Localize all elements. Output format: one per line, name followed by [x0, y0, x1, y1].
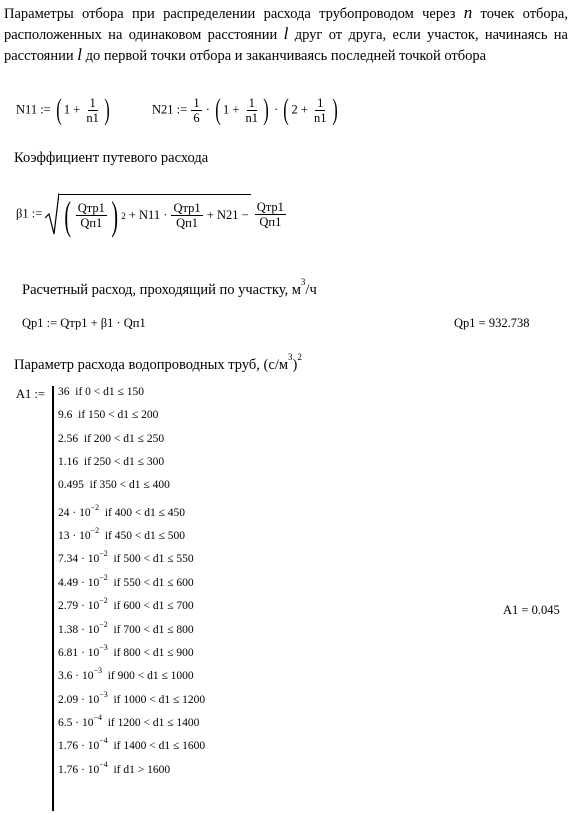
- n11-formula[interactable]: [16, 95, 112, 125]
- case-value: 2.09 · 10: [58, 693, 100, 706]
- case-condition: if 400 < d1 ≤ 450: [104, 506, 186, 519]
- case-exponent: −4: [99, 759, 108, 769]
- piecewise-bracket: [52, 386, 54, 811]
- piecewise-row: [58, 573, 194, 589]
- piecewise-row: [58, 433, 164, 445]
- case-exponent: −2: [99, 596, 108, 606]
- piecewise-row: [58, 386, 144, 398]
- case-value: 2.56: [58, 432, 79, 445]
- case-value: 3.6 · 10: [58, 670, 94, 683]
- piecewise-row: [58, 666, 194, 682]
- piecewise-row: [58, 690, 205, 706]
- case-condition: if d1 > 1600: [113, 763, 171, 776]
- coef-heading: Коэффициент путевого расхода: [14, 150, 209, 166]
- beta-frac-1: $\frac{\text{Qтр1}}{Qп1}$: [77, 201, 105, 230]
- n11-lhs: N11 :=: [16, 102, 51, 117]
- intro-paragraph: [4, 3, 568, 66]
- beta-frac-2: $\frac{\text{Qтр1}}{Qп1}$: [173, 201, 201, 230]
- n21-frac-a: $\frac{1}{n1}$: [245, 95, 259, 125]
- case-condition: if 350 < d1 ≤ 400: [89, 479, 170, 492]
- case-condition: if 1200 < d1 ≤ 1400: [107, 716, 200, 729]
- piecewise-row: [58, 643, 194, 659]
- case-exponent: −4: [99, 736, 108, 746]
- case-condition: if 150 < d1 ≤ 200: [78, 409, 159, 422]
- n21-sixth: $\frac{1}{6}$: [193, 95, 200, 125]
- n21-lhs: N21 :=: [152, 102, 188, 117]
- sqrt-sign: [45, 192, 59, 236]
- open-paren: (: [56, 93, 62, 126]
- case-condition: if 250 < d1 ≤ 300: [83, 456, 165, 469]
- a1-result[interactable]: A1 = 0.045: [503, 603, 560, 617]
- case-value: 6.5 · 10: [58, 716, 94, 729]
- case-value: 1.38 · 10: [58, 623, 100, 636]
- beta-formula[interactable]: [16, 192, 287, 236]
- case-exponent: −2: [90, 526, 100, 536]
- piecewise-row: [58, 713, 199, 729]
- case-condition: if 600 < d1 ≤ 700: [113, 600, 194, 613]
- case-value: 9.6: [58, 409, 73, 422]
- piecewise-row: [58, 736, 205, 752]
- beta-frac-3: $\frac{\text{Qтр1}}{Qп1}$: [256, 199, 284, 229]
- qp-result[interactable]: Qp1 = 932.738: [454, 316, 530, 330]
- flow-heading: Расчетный расход, проходящий по участку, $м^3/ч$: [22, 277, 317, 298]
- case-value: 0.495: [58, 479, 84, 492]
- case-condition: if 500 < d1 ≤ 550: [113, 553, 194, 566]
- case-exponent: −2: [99, 619, 108, 629]
- piecewise-row: [58, 526, 185, 542]
- intro-text-2: точек отбора, расположенных на одинаковом расстоянии: [4, 6, 568, 43]
- case-value: 1.76 · 10: [58, 740, 100, 753]
- case-condition: if 1000 < d1 ≤ 1200: [113, 693, 206, 706]
- n11-one: 1: [63, 102, 71, 117]
- close-paren: ): [104, 93, 110, 126]
- case-value: 7.34 · 10: [58, 553, 100, 566]
- n11-plus: +: [73, 102, 81, 117]
- l-symbol: l: [283, 24, 289, 43]
- case-exponent: −3: [99, 689, 108, 699]
- piecewise-row: [58, 596, 194, 612]
- piecewise-row: [58, 549, 194, 565]
- piecewise-row: [58, 479, 170, 491]
- case-condition: if 700 < d1 ≤ 800: [113, 623, 194, 636]
- intro-text-3: друг от друга, если участок, начинаясь на расстоянии: [4, 27, 568, 64]
- case-condition: if 900 < d1 ≤ 1000: [107, 670, 194, 683]
- case-value: 36: [58, 386, 70, 398]
- case-condition: if 800 < d1 ≤ 900: [113, 646, 194, 659]
- piecewise-row: [58, 760, 170, 776]
- case-value: 2.79 · 10: [58, 600, 100, 613]
- case-value: 13 · 10: [58, 530, 91, 543]
- case-value: 4.49 · 10: [58, 576, 100, 589]
- piecewise-row: [58, 409, 158, 421]
- intro-text-4: до первой точки отбора и заканчиваясь последней точкой отбора: [85, 48, 487, 64]
- case-condition: if 0 < d1 ≤ 150: [75, 386, 144, 398]
- piecewise-row: [58, 620, 194, 636]
- a1-lhs[interactable]: A1 :=: [16, 387, 45, 401]
- beta-lhs: β1 :=: [16, 206, 43, 221]
- case-exponent: −4: [93, 712, 102, 722]
- l-symbol-2: l: [77, 45, 82, 64]
- piecewise-row: [58, 456, 164, 468]
- qp-definition[interactable]: Qp1 := Qтр1 + β1 · Qп1: [22, 316, 146, 330]
- case-exponent: −2: [99, 549, 108, 559]
- piecewise-row: [58, 503, 185, 519]
- n-symbol: n: [463, 3, 473, 22]
- case-exponent: −3: [93, 666, 102, 676]
- case-exponent: −3: [99, 642, 108, 652]
- case-value: 1.16: [58, 456, 79, 469]
- case-exponent: −2: [99, 572, 108, 582]
- sqrt: ( $\frac{\text{Qтр1}}{Qп1}$ ) 2 + N11 · $\frac{\text{Qтр1}}{Qп1}$ + N21 − $\frac{\text{Qтр1}}{Qп1}$: [45, 192, 287, 236]
- case-condition: if 200 < d1 ≤ 250: [83, 432, 165, 445]
- n21-frac-b: $\frac{1}{n1}$: [314, 95, 327, 125]
- n11-fraction: $\frac{1}{n1}$: [86, 95, 99, 125]
- n21-formula[interactable]: N21 := $\frac{1}{6}$ · ( 1 + $\frac{1}{n1}$ ) · ( 2 + $\frac{1}{n1}$ ): [152, 93, 338, 126]
- case-value: 6.81 · 10: [58, 646, 100, 659]
- param-heading: Параметр расхода водопроводных труб, $(с/м^3)^2$: [14, 352, 302, 373]
- case-condition: if 450 < d1 ≤ 500: [104, 530, 186, 543]
- case-condition: if 1400 < d1 ≤ 1600: [113, 740, 206, 753]
- case-value: 24 · 10: [58, 506, 91, 519]
- case-exponent: −2: [90, 502, 100, 512]
- case-condition: if 550 < d1 ≤ 600: [113, 576, 194, 589]
- case-value: 1.76 · 10: [58, 763, 100, 776]
- intro-text-1: Параметры отбора при распределении расхода трубопроводом через: [4, 6, 456, 22]
